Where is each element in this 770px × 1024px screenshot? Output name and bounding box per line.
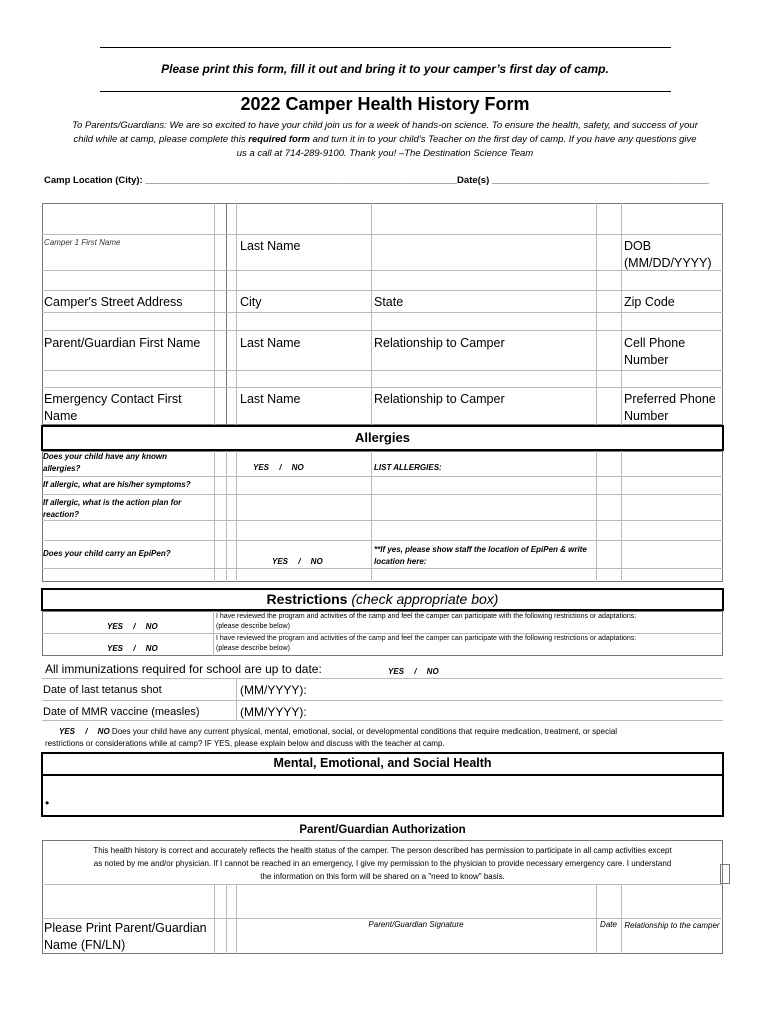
- camper-first-name-label[interactable]: Camper 1 First Name: [44, 238, 121, 247]
- mmr-date-field[interactable]: (MM/YYYY):: [240, 705, 307, 719]
- conditions-yes-no[interactable]: YES / NO: [59, 727, 110, 736]
- allergies-title: Allergies: [355, 430, 410, 445]
- emergency-first-name-label[interactable]: Emergency Contact First Name: [44, 392, 182, 423]
- tetanus-date-field[interactable]: (MM/YYYY):: [240, 683, 307, 697]
- form-title: 2022 Camper Health History Form: [240, 94, 530, 114]
- city-label[interactable]: City: [240, 295, 262, 309]
- tetanus-label: Date of last tetanus shot: [43, 684, 162, 696]
- mmr-label: Date of MMR vaccine (measles): [43, 706, 200, 718]
- conditions-question: YES / NO Does your child have any current physical, mental, emotional, social, or developmental conditions that require medication, treatment, or special restrictions or considerations while at camp? IF YES, please explain below and discuss with the teacher at camp.: [45, 727, 618, 748]
- camper-last-name-label[interactable]: Last Name: [240, 239, 301, 253]
- print-parent-name-field[interactable]: Please Print Parent/Guardian Name (FN/LN): [44, 921, 207, 952]
- authorization-title: Parent/Guardian Authorization: [299, 824, 466, 836]
- epipen-question: Does your child carry an EpiPen?: [43, 549, 171, 558]
- cell-phone-label[interactable]: Cell Phone Number: [624, 336, 686, 367]
- parent-last-name-label[interactable]: Last Name: [240, 336, 301, 350]
- parent-relationship-label[interactable]: Relationship to Camper: [374, 336, 505, 350]
- second-rule: [100, 91, 671, 92]
- restriction-2-yes-no[interactable]: YES / NO: [107, 644, 158, 653]
- preferred-phone-label[interactable]: Preferred Phone Number: [624, 392, 716, 423]
- print-instruction: Please print this form, fill it out and bring it to your camper’s first day of camp.: [161, 62, 609, 76]
- allergies-yes-no[interactable]: YES / NO: [253, 463, 304, 472]
- state-label[interactable]: State: [374, 295, 404, 309]
- camp-location-field[interactable]: Camp Location (City): ___________________________________________________________Date(s) _________________________________________: [44, 175, 709, 186]
- restriction-1-yes-no[interactable]: YES / NO: [107, 622, 158, 631]
- epipen-location-note[interactable]: **If yes, please show staff the location of EpiPen & write location here:: [374, 545, 587, 566]
- immunizations-question: All immunizations required for school are up to date:: [45, 662, 322, 676]
- list-allergies-label[interactable]: LIST ALLERGIES:: [374, 463, 442, 472]
- restrictions-title: Restrictions (check appropriate box): [266, 591, 499, 607]
- action-plan-question[interactable]: If allergic, what is the action plan for reaction?: [43, 498, 182, 519]
- zip-label[interactable]: Zip Code: [624, 295, 675, 309]
- mental-health-bullet: •: [45, 796, 50, 810]
- parent-first-name-label[interactable]: Parent/Guardian First Name: [44, 336, 201, 350]
- symptoms-question[interactable]: If allergic, what are his/her symptoms?: [43, 480, 191, 489]
- signature-date-field[interactable]: Date: [600, 920, 617, 929]
- parent-signature-field[interactable]: Parent/Guardian Signature: [368, 920, 464, 929]
- top-rule: [100, 47, 671, 48]
- grid-edge-mark: [720, 864, 730, 884]
- immunizations-yes-no[interactable]: YES / NO: [388, 667, 439, 676]
- intro-text: To Parents/Guardians: We are so excited to have your child join us for a week of hands-on science. To ensure the health, safety, and success of your child while at camp, please complete this required form and turn it in to your child’s Teacher on the first day of camp. If you have any questions give us a call at 714-289-9100. Thank you! –The Destination Science Team: [72, 120, 698, 159]
- restriction-1-text[interactable]: I have reviewed the program and activities of the camp and feel the camper can participate with the following restrictions or adaptations: (please describe below): [216, 613, 637, 630]
- emergency-relationship-label[interactable]: Relationship to Camper: [374, 392, 505, 406]
- mental-health-title: Mental, Emotional, and Social Health: [273, 756, 492, 770]
- emergency-last-name-label[interactable]: Last Name: [240, 392, 301, 406]
- authorization-text: This health history is correct and accurately reflects the health status of the camper. The person described has permission to participate in all camp activities except as noted by me and/or physician. If I cannot be reached in an emergency, I give my permission to the physician to provide necessary emergency care. I understand the information on this form will be shared on a "need to know" basis.: [93, 846, 672, 881]
- relationship-to-camper-field[interactable]: Relationship to the camper: [624, 921, 720, 930]
- street-address-label[interactable]: Camper's Street Address: [44, 295, 183, 309]
- restriction-2-text[interactable]: I have reviewed the program and activities of the camp and feel the camper can participate with the following restrictions or adaptations: (please describe below): [216, 635, 637, 652]
- dob-label[interactable]: DOB (MM/DD/YYYY): [624, 239, 712, 270]
- mental-health-field[interactable]: [41, 776, 724, 817]
- epipen-yes-no[interactable]: YES / NO: [272, 557, 323, 566]
- known-allergies-question: Does your child have any known allergies?: [43, 452, 168, 473]
